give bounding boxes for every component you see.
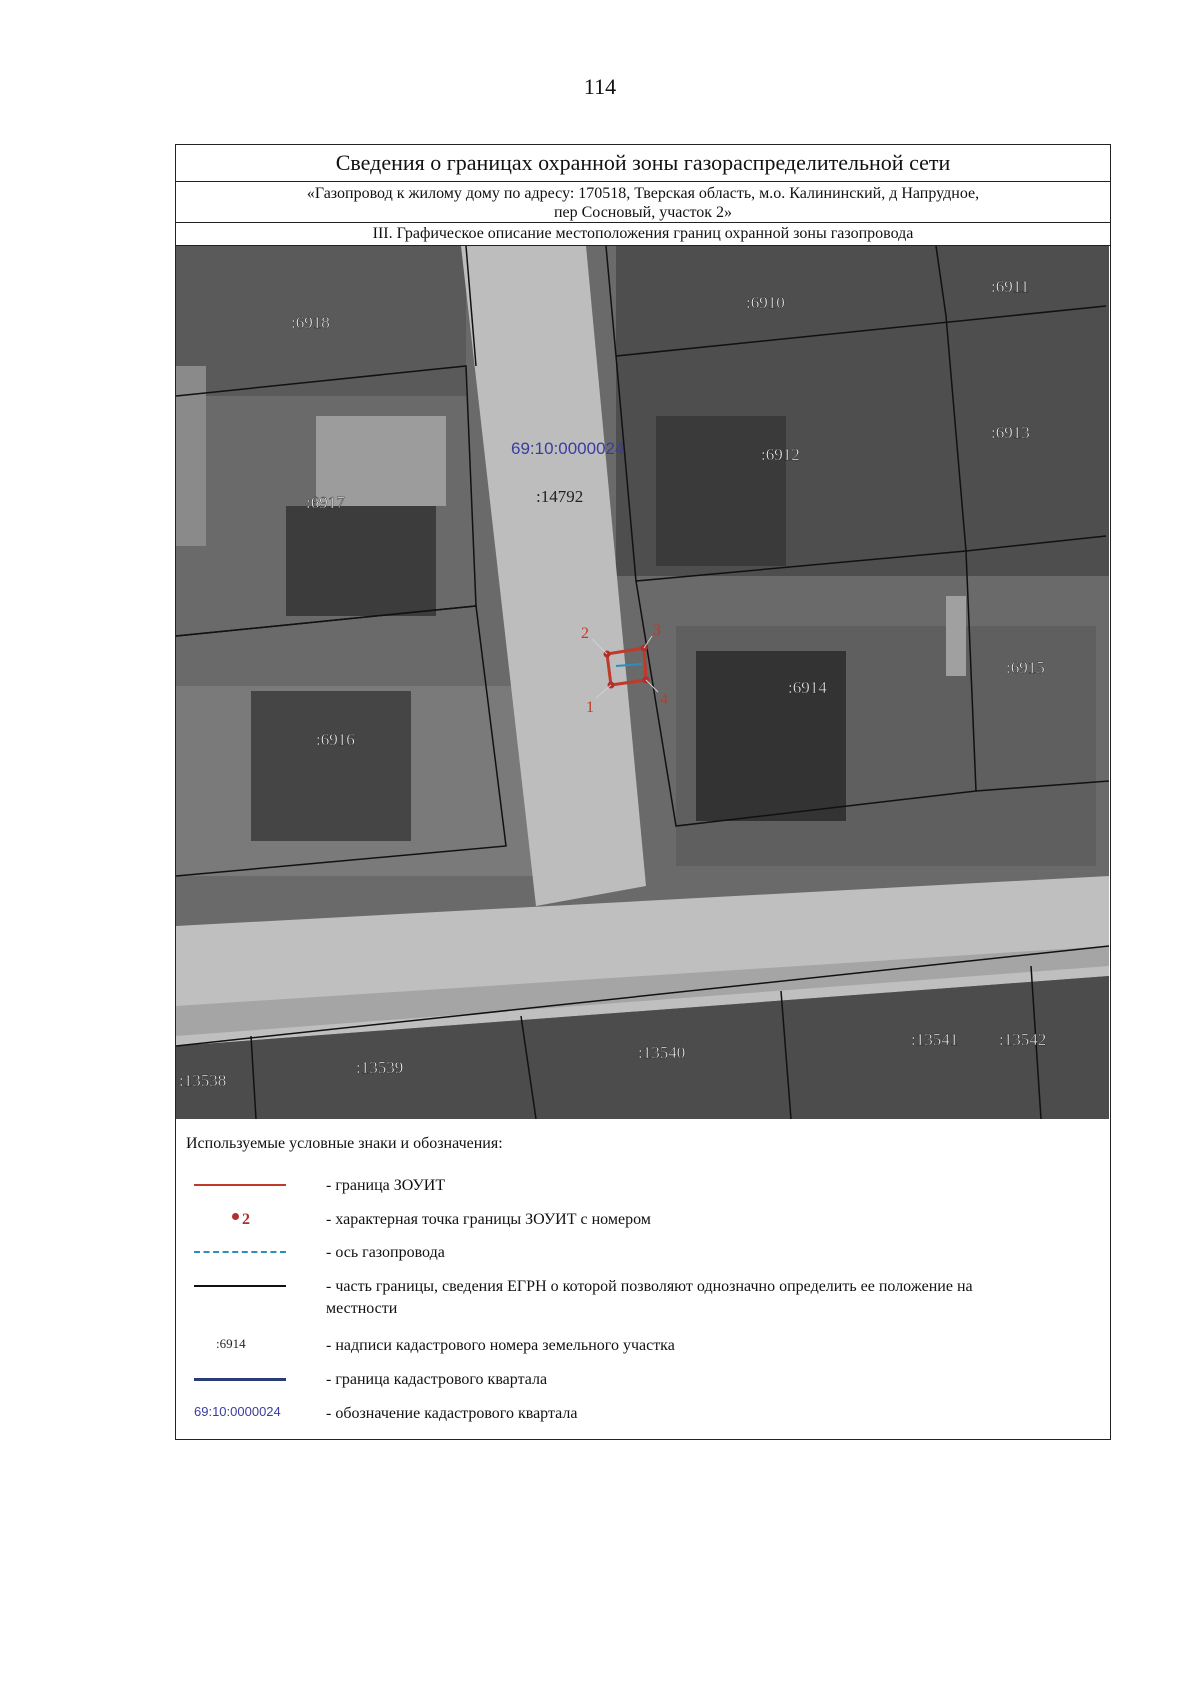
legend-text: - часть границы, сведения ЕГРН о которой позволяют однозначно определить ее положение на местности: [326, 1278, 973, 1317]
legend-symbol-black-line: [194, 1276, 286, 1296]
parcel-label-6910: :6910: [746, 293, 785, 312]
parcel-label-13541: :13541: [911, 1030, 959, 1049]
legend-symbol-dashed-line: [194, 1242, 286, 1262]
legend-symbol-point: 2: [194, 1209, 286, 1229]
legend-symbol-quarter-label: 69:10:0000024: [194, 1404, 281, 1419]
document-frame: [175, 144, 1111, 1440]
point-3-label: 3: [653, 622, 661, 639]
point-2-label: 2: [581, 625, 589, 642]
legend-text: - граница кадастрового квартала: [326, 1371, 548, 1388]
quarter-label: 69:10:0000024: [511, 439, 625, 458]
legend-title: Используемые условные знаки и обозначения:: [186, 1135, 503, 1152]
parcel-label-6918: :6918: [291, 313, 330, 332]
object-line-1: «Газопровод к жилому дому по адресу: 170518, Тверская область, м.о. Калининский, д Напрудное,: [306, 185, 980, 202]
legend-symbol-red-line: [194, 1175, 286, 1195]
legend-symbol-navy-line: [194, 1369, 286, 1389]
satellite-map: [176, 246, 1109, 1119]
parcel-label-13538: :13538: [179, 1071, 227, 1090]
parcel-label-6917: :6917: [306, 493, 345, 512]
roof-6912: [656, 416, 786, 566]
parcel-label-6914: :6914: [788, 678, 827, 697]
parcel-label-14792: :14792: [536, 487, 584, 506]
section-title: III. Графическое описание местоположения границ охранной зоны газопровода: [176, 223, 1110, 246]
parcel-label-6916: :6916: [316, 730, 355, 749]
legend-text: - обозначение кадастрового квартала: [326, 1405, 578, 1422]
object-description: [176, 182, 1110, 223]
map-drawing: [176, 246, 1109, 1119]
document-title: Сведения о границах охранной зоны газораспределительной сети: [176, 145, 1110, 182]
point-1-label: 1: [586, 699, 594, 716]
roof-6914: [696, 651, 846, 821]
parcel-label-13542: :13542: [999, 1030, 1047, 1049]
object-line-2: пер Сосновый, участок 2»: [553, 204, 733, 221]
parcel-label-6915: :6915: [1006, 658, 1045, 677]
point-4-label: 4: [660, 691, 668, 708]
parcel-label-13539: :13539: [356, 1058, 404, 1077]
page-number: 114: [583, 74, 617, 99]
roof-6916: [251, 691, 411, 841]
legend-symbol-parcel-label: :6914: [216, 1336, 246, 1351]
parcel-label-13540: :13540: [638, 1043, 686, 1062]
legend-text: - ось газопровода: [326, 1244, 445, 1261]
roof-6917: [286, 506, 436, 616]
parcel-label-6913: :6913: [991, 423, 1030, 442]
legend-text: - надписи кадастрового номера земельного участка: [326, 1337, 675, 1354]
legend-text: - характерная точка границы ЗОУИТ с номером: [326, 1211, 651, 1228]
parcel-label-6912: :6912: [761, 445, 800, 464]
parcel-label-6911: :6911: [991, 277, 1030, 296]
legend-text: - граница ЗОУИТ: [326, 1177, 446, 1194]
